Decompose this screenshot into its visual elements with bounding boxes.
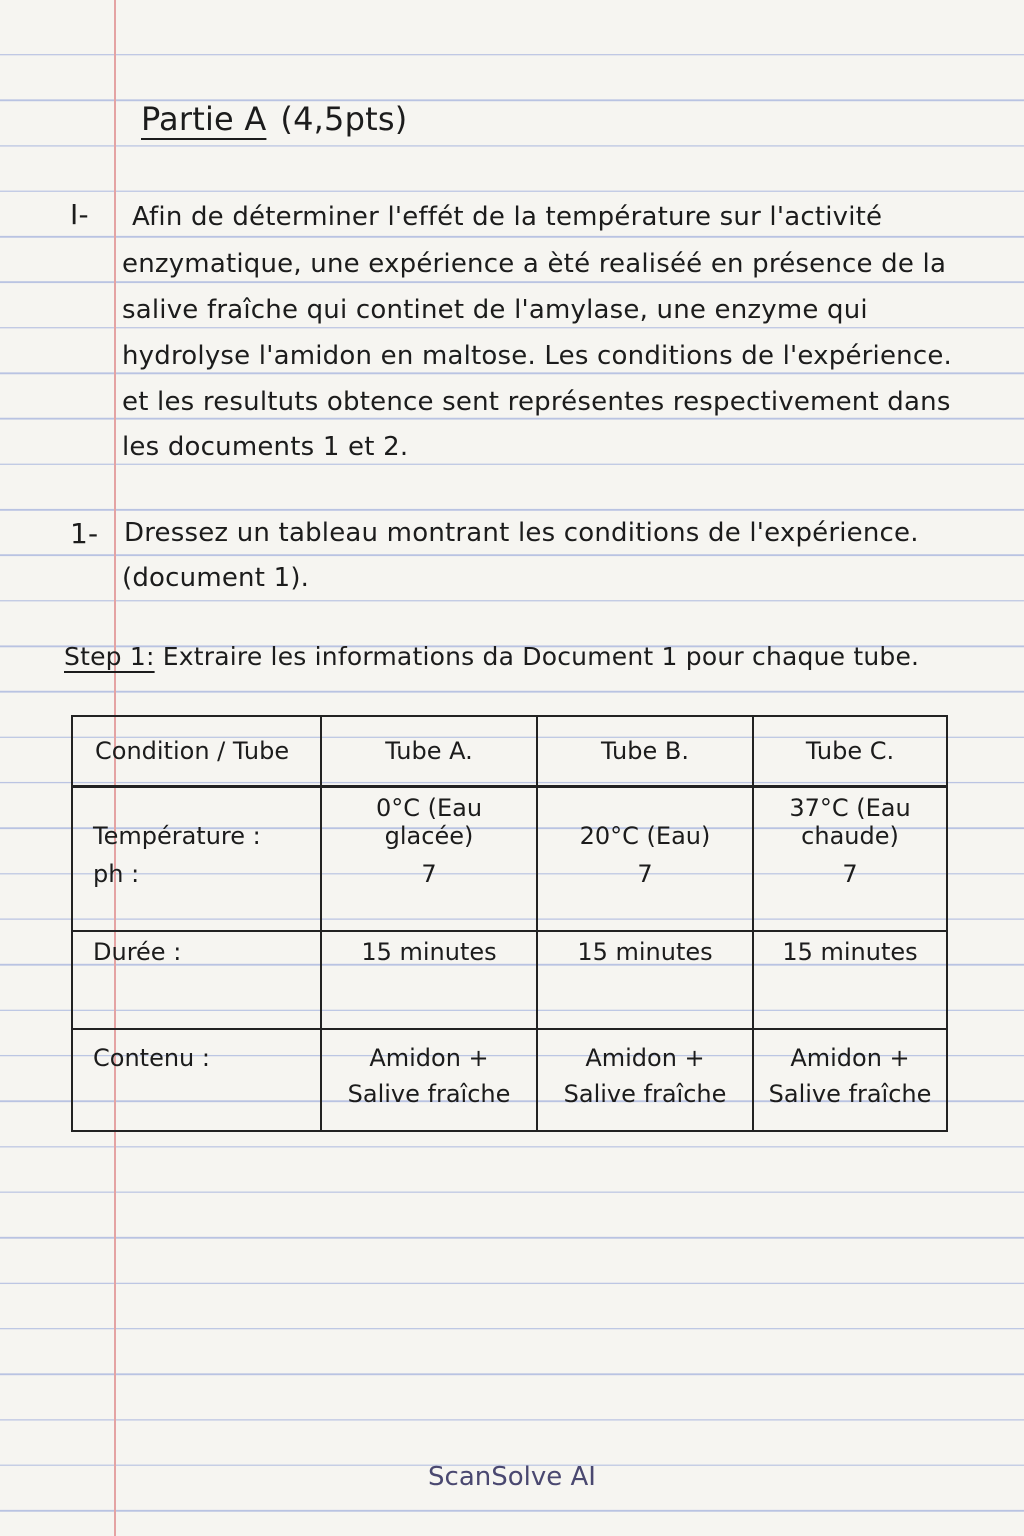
- question-line: (document 1).: [122, 563, 310, 593]
- section-line: et les resultuts obtence sent représentes respectivement dans: [122, 387, 951, 417]
- table-row-temperature: [72, 787, 947, 855]
- table-row-ph: [72, 854, 947, 931]
- footer-brand: ScanSolve AI: [428, 1462, 596, 1492]
- conditions-table: [71, 715, 948, 1132]
- table-cell: 15 minutes: [537, 931, 753, 1029]
- section-number: I-: [70, 198, 89, 231]
- section-line: les documents 1 et 2.: [122, 432, 409, 462]
- table-cell: Amidon + Salive fraîche: [321, 1029, 537, 1131]
- header-condition-tube: Condition / Tube: [72, 716, 321, 787]
- table-header-row: [72, 716, 947, 787]
- table-row-contenu: [72, 1029, 947, 1131]
- table-cell: Amidon + Salive fraîche: [753, 1029, 947, 1131]
- header-tube-c: Tube C.: [753, 716, 947, 787]
- row-label: Contenu :: [72, 1029, 321, 1131]
- section-line: Afin de déterminer l'effét de la température sur l'activité: [132, 202, 883, 232]
- table-cell: 7: [753, 854, 947, 931]
- header-tube-a: Tube A.: [321, 716, 537, 787]
- table-row-duree: [72, 931, 947, 1029]
- header-tube-b: Tube B.: [537, 716, 753, 787]
- row-label: ph :: [72, 854, 321, 931]
- table-cell: Amidon + Salive fraîche: [537, 1029, 753, 1131]
- table-cell: 7: [321, 854, 537, 931]
- table-cell: 0°C (Eau glacée): [321, 787, 537, 855]
- step-instruction: [64, 642, 919, 671]
- title-main: Partie A: [141, 100, 267, 138]
- page-title: [141, 100, 407, 138]
- title-points: (4,5pts): [280, 100, 408, 138]
- table-cell: 15 minutes: [753, 931, 947, 1029]
- section-line: salive fraîche qui continet de l'amylase, une enzyme qui: [122, 295, 868, 325]
- table-cell: 15 minutes: [321, 931, 537, 1029]
- question-line: Dressez un tableau montrant les conditions de l'expérience.: [124, 518, 919, 548]
- section-line: enzymatique, une expérience a èté realiséé en présence de la: [122, 249, 947, 279]
- table-cell: 7: [537, 854, 753, 931]
- row-label: Durée :: [72, 931, 321, 1029]
- step-label: Step 1:: [64, 642, 155, 671]
- table-cell: 37°C (Eau chaude): [753, 787, 947, 855]
- section-line: hydrolyse l'amidon en maltose. Les conditions de l'expérience.: [122, 341, 952, 371]
- step-text: Extraire les informations da Document 1 pour chaque tube.: [162, 642, 920, 671]
- table-cell: 20°C (Eau): [537, 787, 753, 855]
- row-label: Température :: [72, 787, 321, 855]
- question-number: 1-: [70, 517, 99, 550]
